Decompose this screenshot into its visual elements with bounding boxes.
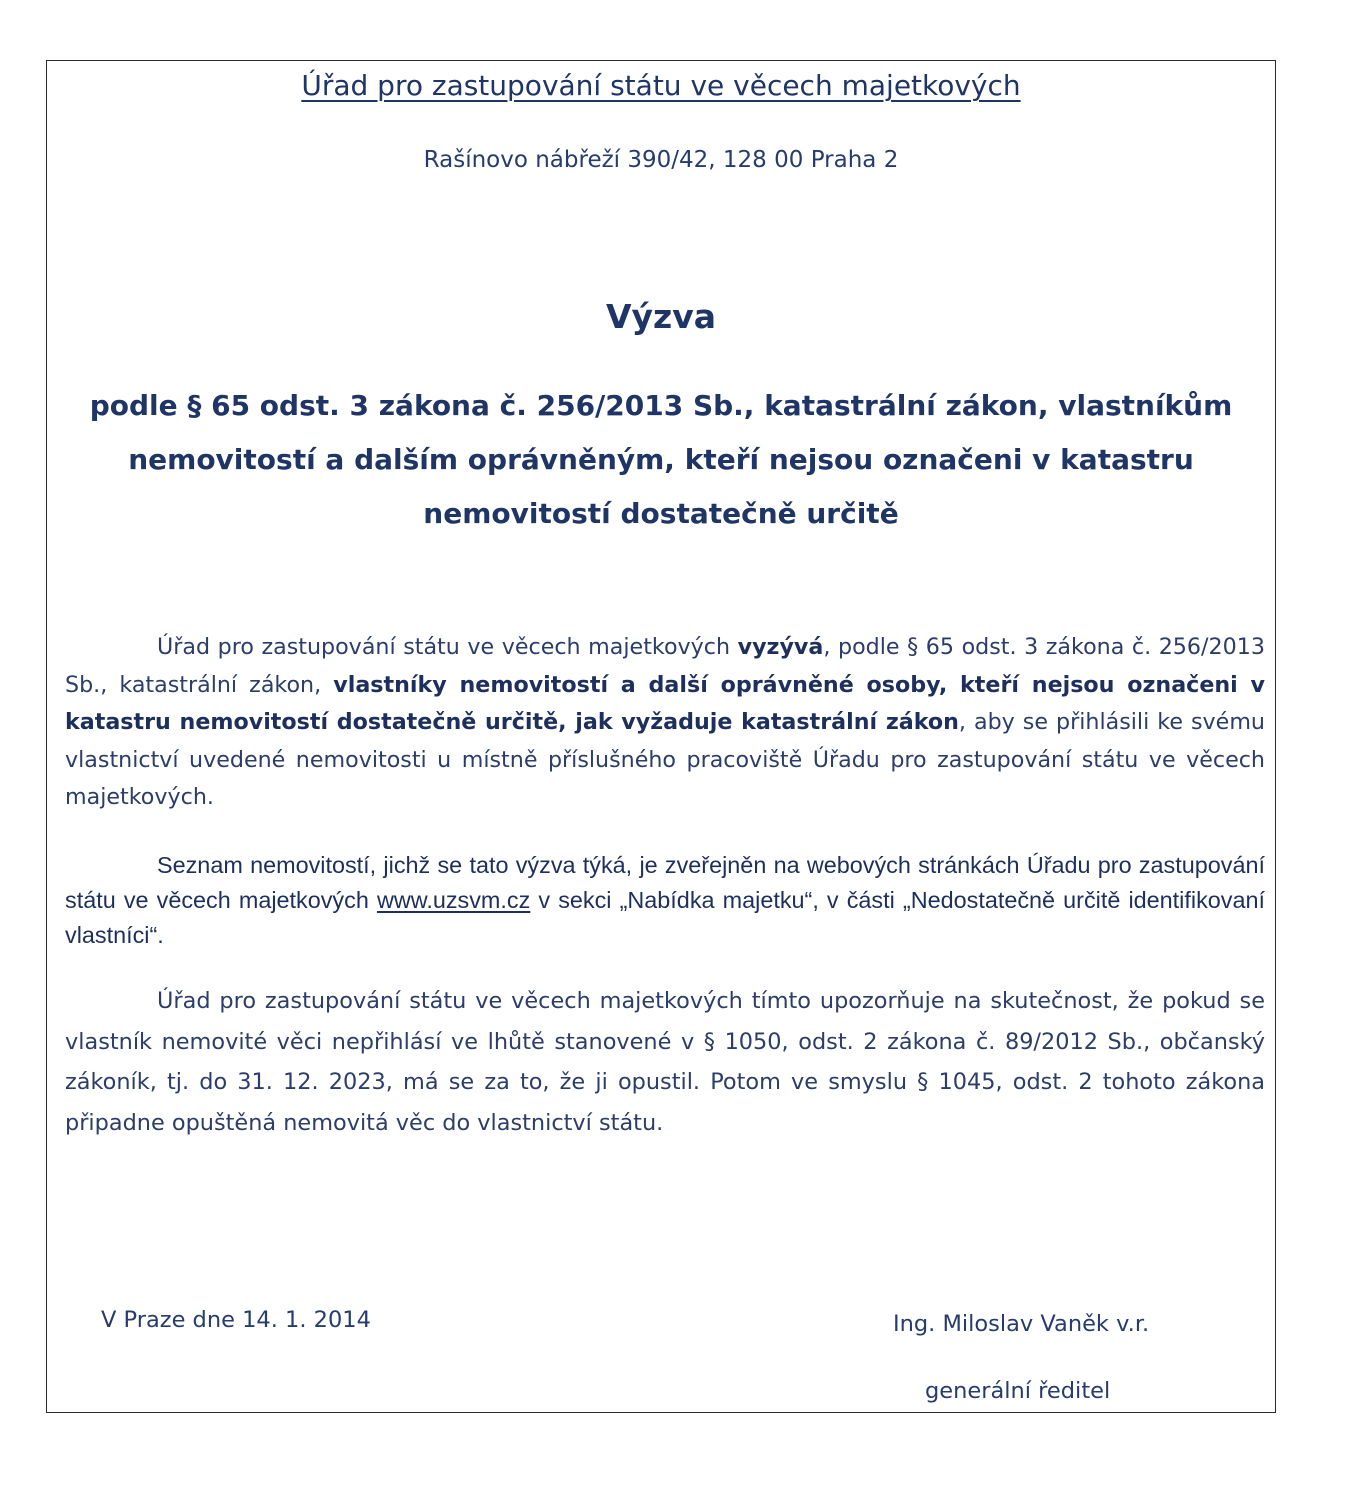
paragraph-call xyxy=(65,629,1265,817)
paragraph-call-bold-2: vlastníky nemovitostí a další oprávněné osoby, kteří nejsou označeni v katastru nemovitostí dostatečně určitě, jak vyžaduje katastrální zákon xyxy=(65,671,1265,735)
organization-name: Úřad pro zastupování státu ve věcech majetkových xyxy=(301,69,1021,102)
signatory-role: generální ředitel xyxy=(925,1378,1111,1404)
paragraph-list-info xyxy=(65,848,1265,953)
document-subtitle: podle § 65 odst. 3 zákona č. 256/2013 Sb., katastrální zákon, vlastníkům nemovitostí a dalším oprávněným, kteří nejsou označeni v katastru nemovitostí dostatečně určitě xyxy=(89,389,1233,530)
document-title: Výzva xyxy=(605,297,717,336)
paragraph-list-text-1: Seznam nemovitostí, jichž se tato výzva týká, je zveřejněn na webových stránkách Úřadu pro zastupování státu ve věcech majetkových xyxy=(65,852,1265,913)
paragraph-call-text-3: , aby se přihlásili ke svému vlastnictví uvedené nemovitosti u místně příslušného pracoviště Úřadu pro zastupování státu ve věcech majetkových. xyxy=(65,709,1265,810)
paragraph-notice: Úřad pro zastupování státu ve věcech majetkových tímto upozorňuje na skutečnost, že pokud se vlastník nemovité věci nepřihlásí ve lhůtě stanovené v § 1050, odst. 2 zákona č. 89/2012 Sb., občanský zákoník, tj. do 31. 12. 2023, má se za to, že ji opustil. Potom ve smyslu § 1045, odst. 2 tohoto zákona připadne opuštěná nemovitá věc do vlastnictví státu. xyxy=(65,988,1265,1136)
paragraph-list-text-2: v sekci „Nabídka majetku“, v části „Nedostatečně určitě identifikovaní vlastníci“. xyxy=(65,887,1265,948)
organization-heading xyxy=(47,69,1275,102)
paragraph-call-bold-1: vyzývá xyxy=(737,634,824,660)
paragraph-call-text-2: , podle § 65 odst. 3 zákona č. 256/2013 Sb., katastrální zákon, xyxy=(65,634,1265,698)
place-date: V Praze dne 14. 1. 2014 xyxy=(101,1307,371,1333)
organization-address: Rašínovo nábřeží 390/42, 128 00 Praha 2 xyxy=(423,147,899,173)
document-frame xyxy=(46,60,1276,1413)
website-link[interactable]: www.uzsvm.cz xyxy=(376,887,531,913)
signatory-name: Ing. Miloslav Vaněk v.r. xyxy=(893,1311,1150,1337)
paragraph-call-text-1: Úřad pro zastupování státu ve věcech majetkových xyxy=(157,634,738,660)
